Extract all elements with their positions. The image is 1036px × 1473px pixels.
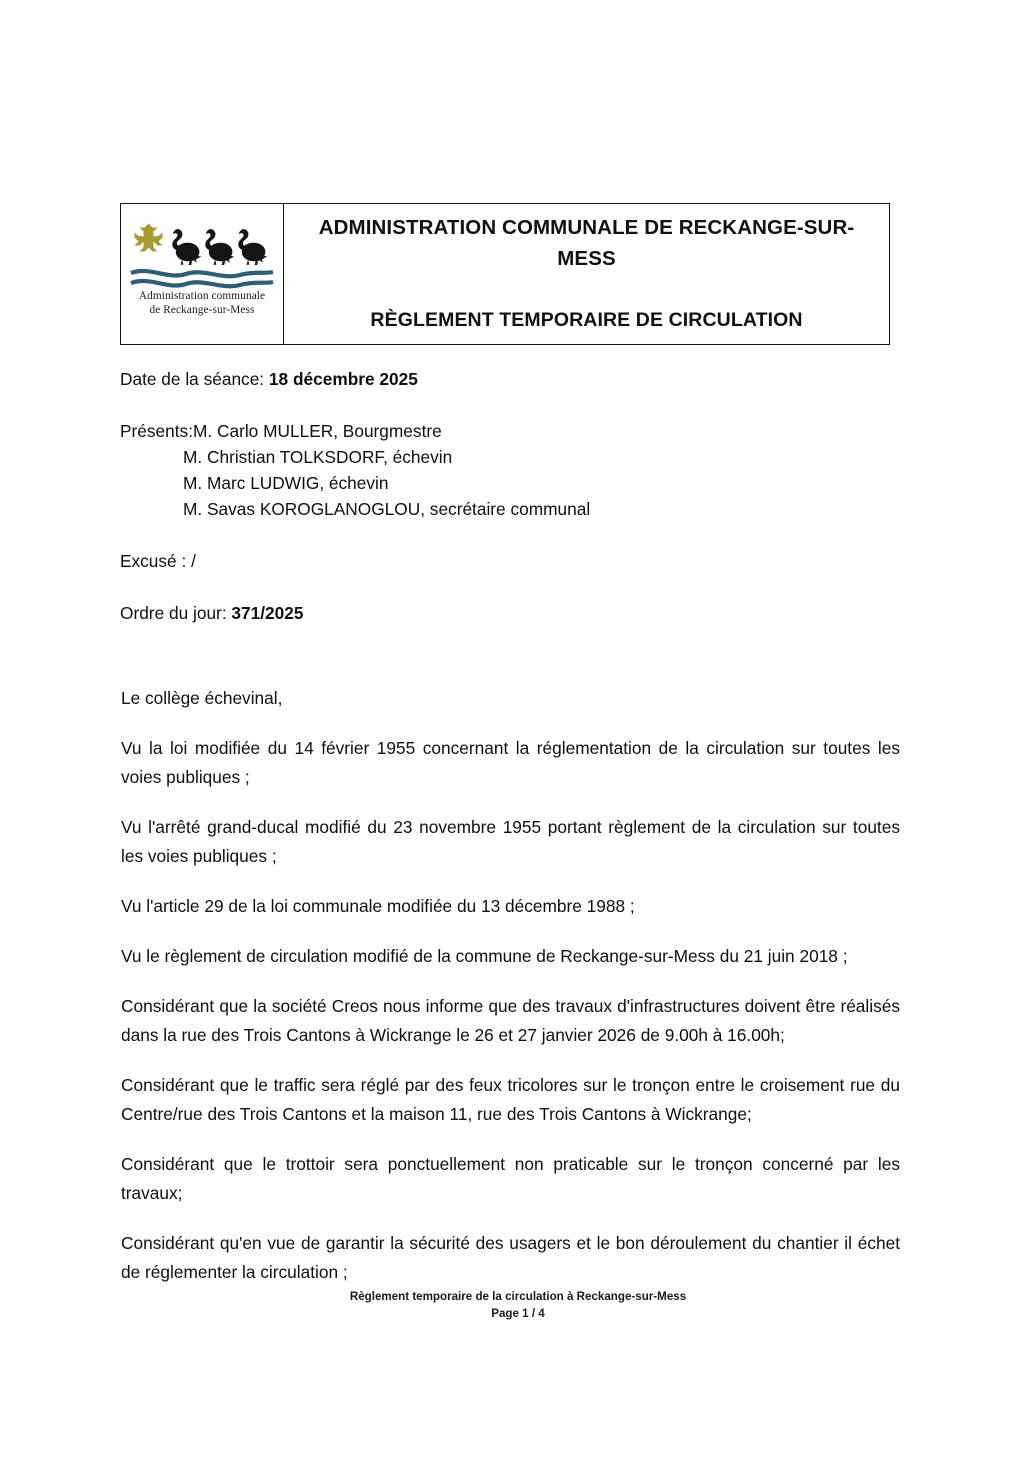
attendee-line-2 bbox=[120, 470, 900, 496]
body-paragraph-7: Considérant qu'en vue de garantir la sécurité des usagers et le bon déroulement du chantier il échet de réglementer la circulation ; bbox=[121, 1233, 900, 1282]
document-header-box bbox=[120, 203, 890, 345]
meeting-date-label: Date de la séance: bbox=[120, 369, 269, 389]
document-title-main: ADMINISTRATION COMMUNALE DE RECKANGE-SUR-MESS bbox=[318, 216, 855, 270]
excused-line: Excusé : / bbox=[120, 551, 196, 571]
attendee-name-2: M. Marc LUDWIG, échevin bbox=[183, 473, 389, 493]
agenda-line bbox=[120, 600, 900, 626]
attendee-name-3: M. Savas KOROGLANOGLOU, secrétaire communal bbox=[183, 499, 591, 519]
meeting-date-line bbox=[120, 366, 900, 392]
body-paragraph-3: Vu le règlement de circulation modifié de la commune de Reckange-sur-Mess du 21 juin 2018 ; bbox=[121, 946, 848, 966]
logo-caption bbox=[139, 290, 265, 317]
reckange-sur-mess-coat-of-arms-icon bbox=[128, 217, 276, 289]
attendee-line-3 bbox=[120, 496, 900, 522]
attendee-line-1 bbox=[120, 444, 900, 470]
body-paragraph-1: Vu l'arrêté grand-ducal modifié du 23 novembre 1955 portant règlement de la circulation sur toutes les voies publiques ; bbox=[121, 817, 900, 866]
page-footer bbox=[0, 1288, 1036, 1322]
agenda-label: Ordre du jour: bbox=[120, 603, 232, 623]
presents-label: Présents: bbox=[120, 421, 193, 441]
agenda-value: 371/2025 bbox=[231, 603, 304, 623]
header-title-cell bbox=[284, 204, 889, 344]
body-paragraph-6: Considérant que le trottoir sera ponctuellement non praticable sur le tronçon concerné par les travaux; bbox=[121, 1154, 900, 1203]
meeting-date-value: 18 décembre 2025 bbox=[268, 369, 418, 389]
document-body bbox=[120, 366, 900, 1287]
footer-page-number: Page 1 / 4 bbox=[491, 1307, 545, 1320]
body-paragraph-2: Vu l'article 29 de la loi communale modifiée du 13 décembre 1988 ; bbox=[121, 896, 635, 916]
body-paragraph-0: Vu la loi modifiée du 14 février 1955 concernant la réglementation de la circulation sur toutes les voies publiques ; bbox=[121, 738, 900, 787]
logo-caption-line1: Administration communale bbox=[138, 290, 266, 302]
body-paragraph-4: Considérant que la société Creos nous informe que des travaux d'infrastructures doivent être réalisés dans la rue des Trois Cantons à Wickrange le 26 et 27 janvier 2026 de 9.00h à 16.00h; bbox=[121, 996, 900, 1045]
document-title-sub: RÈGLEMENT TEMPORAIRE DE CIRCULATION bbox=[370, 309, 803, 331]
footer-title: Règlement temporaire de la circulation à Reckange-sur-Mess bbox=[349, 1290, 687, 1303]
body-paragraph-5: Considérant que le traffic sera réglé par des feux tricolores sur le tronçon entre le croisement rue du Centre/rue des Trois Cantons et la maison 11, rue des Trois Cantons à Wickrange; bbox=[121, 1075, 900, 1124]
attendee-line-0 bbox=[120, 418, 900, 444]
body-intro: Le collège échevinal, bbox=[121, 688, 283, 708]
logo-caption-line2: de Reckange-sur-Mess bbox=[149, 303, 255, 316]
attendee-name-0: M. Carlo MULLER, Bourgmestre bbox=[193, 421, 442, 441]
attendee-name-1: M. Christian TOLKSDORF, échevin bbox=[183, 447, 453, 467]
header-logo-cell bbox=[121, 204, 284, 344]
